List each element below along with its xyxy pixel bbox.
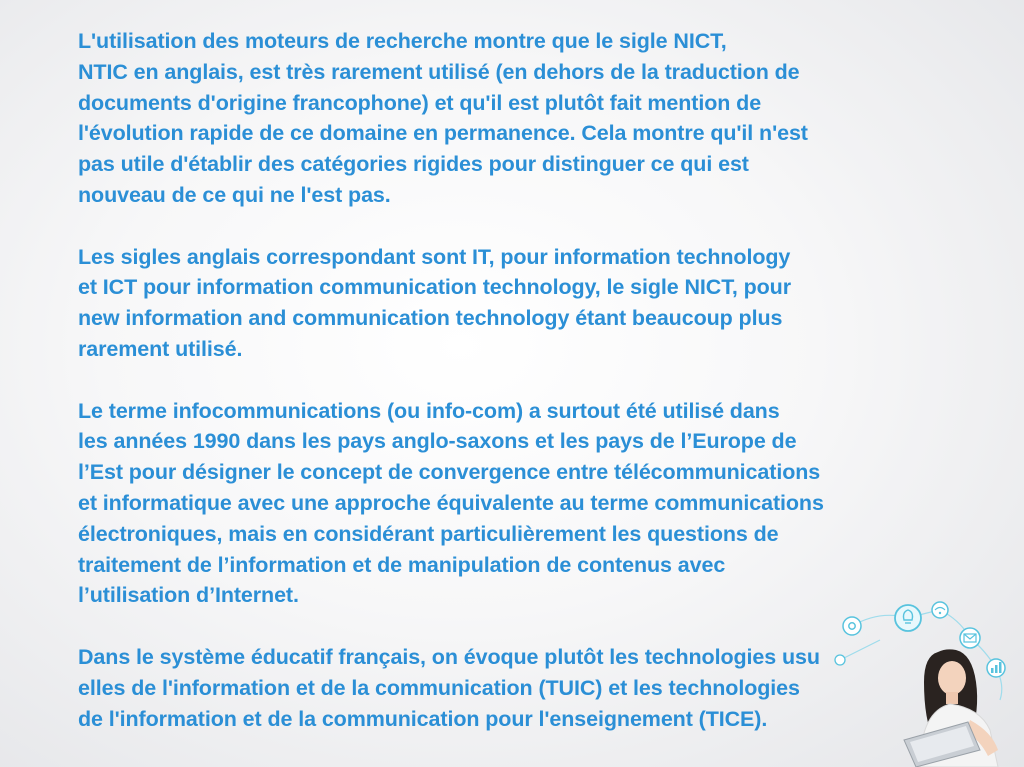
text-line: les années 1990 dans les pays anglo-saxons et les pays de l’Europe de [78, 429, 797, 454]
text-line: pas utile d'établir des catégories rigides pour distinguer ce qui est [78, 152, 749, 177]
text-line: l'évolution rapide de ce domaine en permanence. Cela montre qu'il n'est [78, 121, 808, 146]
paragraph-3 [78, 396, 1008, 612]
text-line: traitement de l’information et de manipulation de contenus avec [78, 552, 726, 577]
envelope-icon [960, 628, 980, 648]
network-lines [840, 610, 1002, 700]
dot-icon [835, 655, 845, 665]
woman-figure [904, 649, 998, 767]
text-line: nouveau de ce qui ne l'est pas. [78, 182, 391, 207]
woman-with-laptop-illustration [820, 590, 1024, 767]
text-line: rarement utilisé. [78, 336, 243, 361]
text-line: new information and communication technology étant beaucoup plus [78, 306, 783, 331]
text-line: Dans le système éducatif français, on évoque plutôt les technologies usu [78, 644, 820, 669]
paragraph-2 [78, 242, 1008, 365]
text-line: Les sigles anglais correspondant sont IT, pour information technology [78, 244, 791, 269]
text-line: NTIC en anglais, est très rarement utilisé (en dehors de la traduction de [78, 59, 800, 84]
text-line: de l'information et de la communication pour l'enseignement (TICE). [78, 706, 768, 731]
paragraph-1 [78, 26, 1008, 211]
text-line: l’utilisation d’Internet. [78, 583, 299, 608]
text-line: électroniques, mais en considérant particulièrement les questions de [78, 521, 779, 546]
text-line: documents d'origine francophone) et qu'il est plutôt fait mention de [78, 90, 762, 115]
gear-icon [843, 617, 861, 635]
text-line: et informatique avec une approche équivalente au terme communications [78, 490, 824, 515]
text-line: elles de l'information et de la communication (TUIC) et les technologies [78, 675, 800, 700]
chart-icon [987, 659, 1005, 677]
wifi-icon [932, 602, 948, 618]
text-line: L'utilisation des moteurs de recherche montre que le sigle NICT, [78, 29, 727, 53]
text-line: Le terme infocommunications (ou info-com) a surtout été utilisé dans [78, 398, 780, 423]
text-line: et ICT pour information communication technology, le sigle NICT, pour [78, 275, 791, 300]
lightbulb-icon [895, 605, 921, 631]
text-line: l’Est pour désigner le concept de convergence entre télécommunications [78, 460, 821, 485]
